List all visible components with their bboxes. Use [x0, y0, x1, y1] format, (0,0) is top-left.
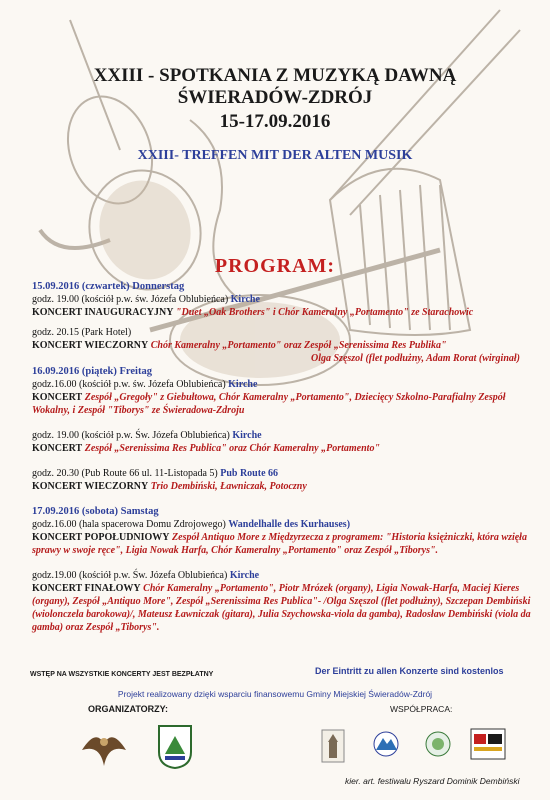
partner-logo-round	[424, 730, 452, 758]
event-performers: Chór Kameralny „Portamento" oraz Zespół „Serenissima Res Publika"	[150, 340, 447, 351]
event-title-line	[32, 391, 542, 417]
event-title-line	[32, 306, 542, 319]
program-list	[32, 280, 542, 634]
event-performers: Zespół „Serenissima Res Publica" oraz Chór Kameralny „Portamento"	[84, 443, 381, 454]
day-date: 16.09.2016 (piątek) Freitag	[32, 366, 152, 377]
festival-location: ŚWIERADÓW-ZDRÓJ	[177, 87, 373, 108]
event-venue-de: Pub Route 66	[220, 468, 279, 479]
event-title: KONCERT FINAŁOWY	[32, 583, 141, 594]
event-time-line	[32, 326, 542, 339]
partner-logo-mountains	[372, 730, 400, 758]
free-entry-pl: WSTĘP NA WSZYSTKIE KONCERTY JEST BEZPŁATNY	[30, 671, 214, 678]
event-performers: Trio Dembiński, Ławniczak, Potoczny	[150, 481, 307, 492]
event-venue-de: Kirche	[232, 430, 262, 441]
event-performers: Zespół Antiquo More z Międzyrzecza z programem: "Historia księżniczki, która wzięła sprawy w swoje ręce", Ligia Nowak Harfa, Chór Kameralny „Portamento" oraz Zespół „Tiborys".	[32, 532, 527, 556]
project-funding: Projekt realizowany dzięki wsparciu finansowemu Gminy Miejskiej Świeradów-Zdrój	[117, 689, 433, 699]
event-time: godz. 20.30 (Pub Route 66 ul. 11-Listopada 5)	[32, 468, 218, 479]
festival-title: XXIII - SPOTKANIA Z MUZYKĄ DAWNĄ	[93, 65, 457, 86]
event-time-line	[32, 467, 542, 480]
event-title-line	[32, 531, 542, 557]
free-entry-de: Der Eintritt zu allen Konzerte sind kostenlos	[315, 666, 504, 676]
event-time: godz. 19.00 (kościół p.w. Św. Józefa Oblubieńca)	[32, 430, 230, 441]
event-time: godz.19.00 (kościół p.w. Św. Józefa Oblubieńca)	[32, 570, 228, 581]
event-time: godz.16.00 (kościół p.w. św. Józefa Oblubieńca)	[32, 379, 226, 390]
event-time: godz. 20.15 (Park Hotel)	[32, 327, 132, 338]
day-date: 17.09.2016 (sobota) Samstag	[32, 506, 159, 517]
event-title-line	[32, 480, 542, 493]
event-time-line	[32, 293, 542, 306]
event-time: godz.16.00 (hala spacerowa Domu Zdrojowego)	[32, 519, 226, 530]
event-time-line	[32, 569, 542, 582]
partner-logo-box	[470, 728, 506, 760]
event-title: KONCERT POPOŁUDNIOWY	[32, 532, 170, 543]
event-title: KONCERT	[32, 443, 83, 454]
festival-dates: 15-17.09.2016	[219, 111, 331, 132]
event-performers-extra: Olga Szęszol (flet podłużny, Adam Rorat (wirginał)	[310, 353, 520, 364]
event-time: godz. 19.00 (kościół p.w. św. Józefa Oblubieńca)	[32, 294, 229, 305]
organizer-logo-town	[155, 722, 195, 770]
event-performers-extra-line	[32, 352, 542, 365]
event-title: KONCERT	[32, 392, 83, 403]
organizers-label: ORGANIZATORZY:	[88, 704, 168, 714]
event-title-line	[32, 442, 542, 455]
event-performers: "Duet „Oak Brothers" i Chór Kameralny „Portamento" ze Starachowic	[175, 307, 474, 318]
program-heading: PROGRAM:	[214, 255, 336, 277]
event-title: KONCERT WIECZORNY	[32, 340, 149, 351]
event-performers: Chór Kameralny „Portamento", Piotr Mrózek (organy), Ligia Nowak-Harfa, Maciej Kieres (organy), Zespół „Antiquo More", Zespół „Serenissima Res Publica"- /Olga Szęszol (flet podłużny), Szczepan Dembiński (wiolonczela barokowa)/, Mateusz Ławniczak (gitara), Julia Szychowska-viola da gamba), Radosław Dembiński (viola da gamba) oraz Zespół „Tiborys".	[32, 583, 531, 633]
day-date: 15.09.2016 (czwartek) Donnerstag	[32, 281, 185, 292]
partner-logo-church	[320, 728, 346, 764]
event-title: KONCERT WIECZORNY	[32, 481, 149, 492]
artistic-director: kier. art. festiwalu Ryszard Dominik Dembiński	[345, 776, 520, 786]
event-venue-de: Kirche	[230, 294, 260, 305]
organizer-logo-bird	[78, 722, 130, 770]
event-time-line	[32, 378, 542, 391]
event-title: KONCERT INAUGURACYJNY	[32, 307, 174, 318]
event-time-line	[32, 429, 542, 442]
event-title-line	[32, 582, 542, 634]
event-title-line	[32, 339, 542, 352]
event-performers: Zespół „Gregoły" z Giebułtowa, Chór Kameralny „Portamento", Dziecięcy Szkolno-Parafialny Zespół Wokalny, i Zespół "Tiborys" ze Świeradowa-Zdroju	[32, 392, 506, 416]
event-venue-de: Wandelhalle des Kurhauses)	[228, 519, 351, 530]
event-time-line	[32, 518, 542, 531]
cooperation-label: WSPÓŁPRACA:	[390, 704, 453, 714]
festival-subtitle-de: XXIII- TREFFEN MIT DER ALTEN MUSIK	[137, 148, 413, 163]
event-venue-de: Kirche	[228, 379, 258, 390]
event-venue-de: Kirche	[229, 570, 260, 581]
